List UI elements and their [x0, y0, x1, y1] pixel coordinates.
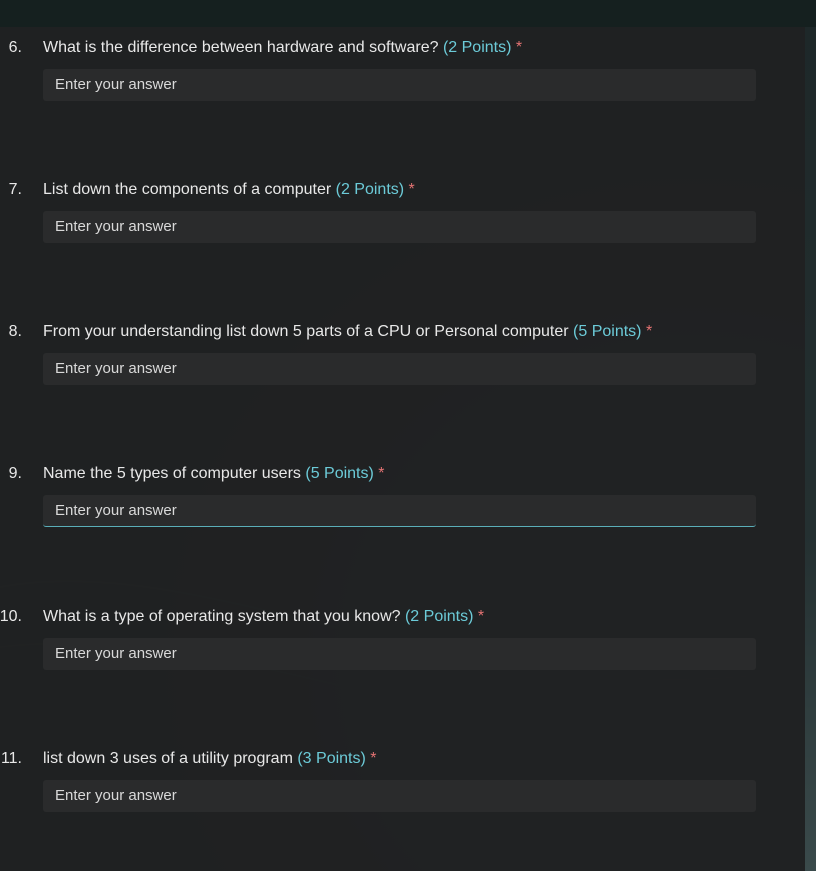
question-text: What is a type of operating system that you know?: [43, 608, 401, 625]
answer-input[interactable]: Enter your answer: [43, 495, 756, 527]
answer-input[interactable]: Enter your answer: [43, 211, 756, 243]
question-text: From your understanding list down 5 parts of a CPU or Personal computer: [43, 323, 569, 340]
answer-input[interactable]: Enter your answer: [43, 638, 756, 670]
question-text: What is the difference between hardware and software?: [43, 39, 439, 56]
required-asterisk: *: [645, 323, 653, 340]
question-title: [0, 37, 790, 59]
question-title: [0, 179, 790, 201]
question-title: [0, 321, 790, 343]
question-number: 9.: [8, 465, 22, 482]
question-text: Name the 5 types of computer users: [43, 465, 301, 482]
page-edge: [805, 27, 816, 871]
question-points: (5 Points): [305, 465, 374, 482]
question-number: 7.: [8, 181, 22, 198]
answer-input[interactable]: Enter your answer: [43, 780, 756, 812]
question-title: [0, 606, 790, 628]
answer-input[interactable]: Enter your answer: [43, 69, 756, 101]
required-asterisk: *: [477, 608, 485, 625]
question-text: list down 3 uses of a utility program: [43, 750, 293, 767]
answer-input[interactable]: Enter your answer: [43, 353, 756, 385]
question-points: (5 Points): [573, 323, 642, 340]
question-number: 6.: [8, 39, 22, 56]
question-number: 8.: [8, 323, 22, 340]
question-text-wrap: [43, 321, 652, 343]
question-points: (3 Points): [297, 750, 366, 767]
question-points: (2 Points): [442, 39, 512, 56]
question-text-wrap: [43, 463, 385, 485]
question-title: [0, 748, 790, 770]
question-text-wrap: [43, 606, 484, 628]
question-text: List down the components of a computer: [43, 181, 332, 198]
question-number: 10.: [0, 608, 22, 625]
question-points: (2 Points): [335, 181, 405, 198]
form-panel: [0, 27, 805, 871]
question-text-wrap: [43, 179, 415, 201]
question-text-wrap: [43, 37, 522, 59]
question-title: [0, 463, 790, 485]
top-bar: [0, 0, 816, 27]
required-asterisk: *: [378, 465, 385, 482]
required-asterisk: *: [515, 39, 523, 56]
required-asterisk: *: [370, 750, 377, 767]
question-number: 11.: [0, 750, 22, 767]
question-points: (2 Points): [404, 608, 474, 625]
question-text-wrap: [43, 748, 377, 770]
required-asterisk: *: [408, 181, 415, 198]
